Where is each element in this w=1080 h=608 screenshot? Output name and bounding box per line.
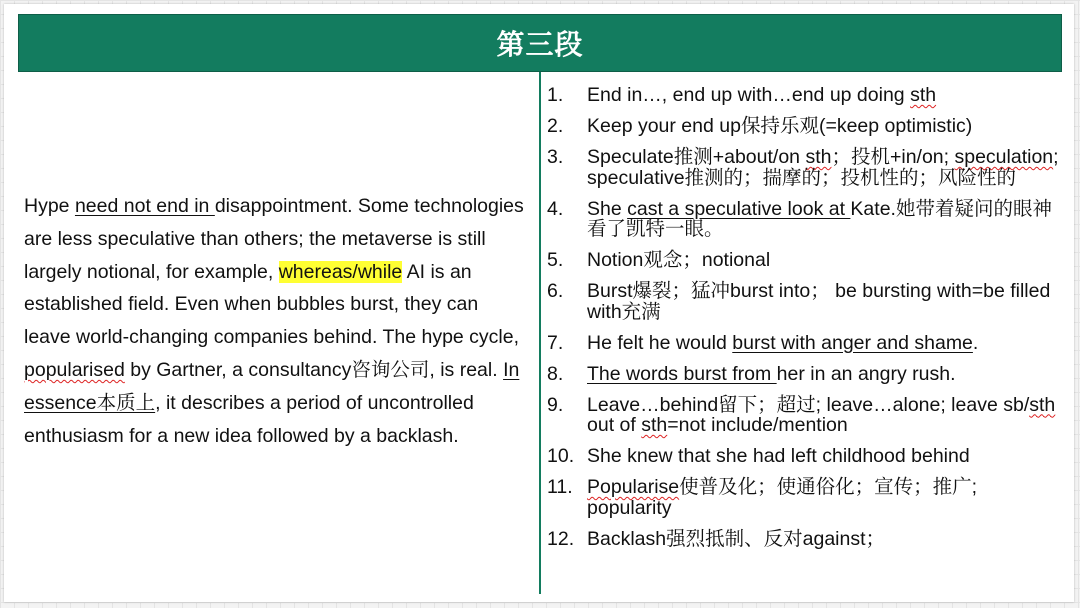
note-text-run: Leave…behind留下；超过; leave…alone; leave sb/: [587, 393, 1030, 416]
passage-text-run: AI is an established field. Even when bubbles burst, they can leave world-changing companies behind. The hype cycle,: [24, 260, 520, 349]
note-text-run: ；投机+in/on;: [831, 146, 955, 168]
note-number: 11.: [547, 476, 573, 498]
note-text: [587, 85, 1067, 106]
note-number: 1.: [547, 84, 564, 106]
note-text-run: Speculate推测+about/on: [587, 146, 806, 168]
note-text-run: her in an angry rush.: [776, 362, 956, 385]
note-item-7: [547, 333, 1067, 354]
note-text: [587, 364, 1067, 385]
vocabulary-notes-list: [547, 85, 1067, 549]
note-text-run: She: [587, 197, 628, 220]
underlined-phrase-in-essence: In essence本质上: [24, 358, 520, 414]
spellcheck-word-popularised: popularised: [24, 358, 125, 381]
note-item-3: [547, 147, 1067, 188]
note-text: [587, 281, 1067, 322]
note-text-run: Kate.她带着疑问的眼神看了凯特一眼。: [587, 197, 1052, 240]
note-item-6: [547, 281, 1067, 322]
note-text-run: Burst爆裂；猛冲burst into； be bursting with=be filled with充满: [587, 280, 1051, 323]
note-number: 10.: [547, 445, 575, 467]
underlined-phrase-need-not-end-in: need not end in: [74, 195, 215, 217]
note-item-9: [547, 395, 1067, 436]
passage-text: [24, 190, 529, 452]
note-number: 5.: [547, 249, 564, 271]
note-number: 7.: [547, 331, 564, 354]
note-text: [587, 395, 1067, 436]
note-item-12: [547, 529, 1067, 550]
passage-text-run: by Gartner, a consultancy咨询公司, is real.: [124, 358, 504, 381]
note-item-5: [547, 250, 1067, 271]
note-text-run: Notion观念；notional: [587, 249, 771, 271]
note-item-10: [547, 446, 1067, 467]
passage-text-run: , it describes a period of uncontrolled enthusiasm for a new idea followed by a backlash.: [24, 391, 474, 447]
spellcheck-word: sth: [910, 84, 937, 106]
note-text: [587, 477, 1067, 518]
note-number: 12.: [547, 527, 575, 550]
note-number: 4.: [547, 197, 564, 220]
note-item-2: [547, 116, 1067, 137]
note-text-run: .: [972, 331, 979, 354]
underlined-phrase: The words burst from: [587, 362, 777, 385]
spellcheck-word: speculation: [954, 146, 1054, 168]
slide-title: 第三段: [496, 28, 584, 61]
underlined-phrase: burst with anger and shame: [732, 331, 973, 354]
highlighted-phrase-whereas-while: whereas/while: [278, 260, 403, 283]
passage-text-run: disappointment. Some technologies are less speculative than others; the metaverse is still largely notional, for example,: [24, 195, 524, 283]
note-number: 3.: [547, 146, 564, 168]
slide: [4, 4, 1074, 602]
note-text: [587, 147, 1067, 188]
note-text: [587, 250, 1067, 271]
note-text-run: ; speculative推测的；揣摩的；投机性的；风险性的: [587, 146, 1059, 189]
note-text: [587, 199, 1067, 240]
note-text-run: 使普及化；使通俗化；宣传；推广; popularity: [587, 476, 978, 519]
note-text: [587, 116, 1067, 137]
passage-text-run: Hype: [24, 195, 75, 217]
note-text-run: End in…, end up with…end up doing: [587, 84, 911, 106]
note-number: 6.: [547, 280, 564, 302]
note-item-11: [547, 477, 1067, 518]
note-number: 8.: [547, 362, 564, 385]
note-text-run: Keep your end up保持乐观(=keep optimistic): [587, 115, 973, 137]
note-text-run: out of: [587, 414, 642, 436]
note-text-run: She knew that she had left childhood behind: [587, 445, 970, 467]
column-divider: [539, 72, 541, 594]
note-text-run: Backlash强烈抵制、反对against；: [587, 527, 886, 550]
spellcheck-word: sth: [1029, 393, 1056, 416]
note-number: 9.: [547, 393, 564, 416]
spellcheck-word: sth: [641, 414, 668, 436]
title-bar: [18, 14, 1062, 72]
note-item-4: [547, 199, 1067, 240]
note-text-run: He felt he would: [587, 331, 733, 354]
spellcheck-word: sth: [805, 146, 832, 168]
note-text: [587, 333, 1067, 354]
note-text: [587, 446, 1067, 467]
spellcheck-word: Popularise: [587, 476, 680, 498]
note-number: 2.: [547, 115, 564, 137]
note-text-run: =not include/mention: [667, 414, 848, 436]
note-text: [587, 529, 1067, 550]
note-item-8: [547, 364, 1067, 385]
note-item-1: [547, 85, 1067, 106]
underlined-phrase: cast a speculative look at: [627, 197, 851, 220]
